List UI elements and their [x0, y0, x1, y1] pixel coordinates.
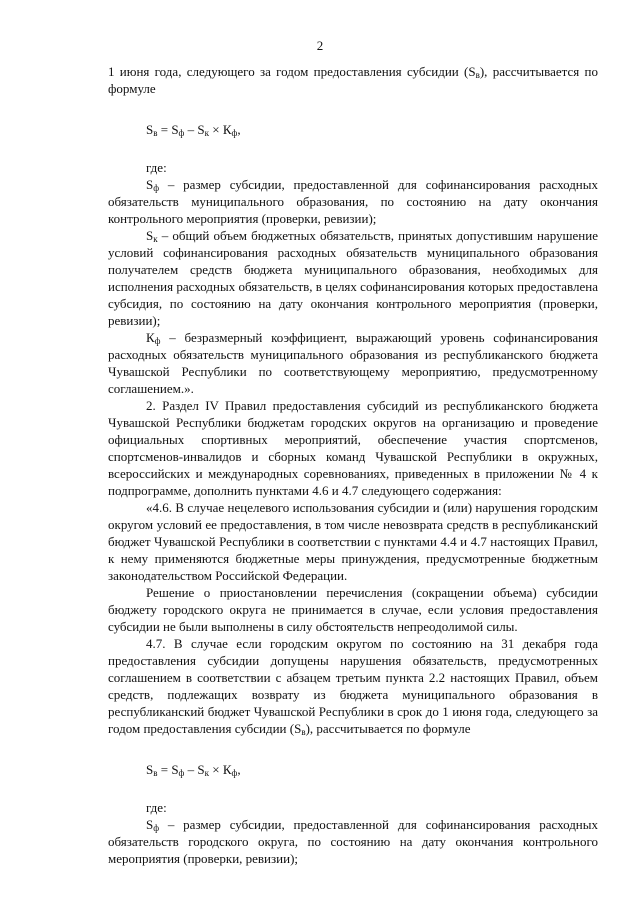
paragraph-section-iv: 2. Раздел IV Правил предоставления субсидий из республиканского бюджета Чувашской Республики бюджетам городских округов на организацию и проведение официальных спортивных мероприятий, обеспечение участия спортсменов, спортсменов-инвалидов и сборных команд Чувашской Республики в окружных, всероссийских и международных соревнованиях, приведенных в приложении № 4 к подпрограмме, дополнить пунктами 4.6 и 4.7 следующего содержания: — [108, 398, 598, 498]
where-label-1: где: — [146, 160, 167, 175]
paragraph-4-7: 4.7. В случае если городским округом по состоянию на 31 декабря года предоставления субсидии допущены нарушения обязательств, предусмотренных соглашением в соответствии с абзацем третьим пункта 2.2 настоящих Правил, объем средств, подлежащих возврату из бюджета муниципального образования в республиканский бюджет Чувашской Республики в срок до 1 июня года, следующего за годом предоставления субсидии $(S_в)$, рассчитывается по формуле — [108, 636, 598, 737]
paragraph-suspension: Решение о приостановлении перечисления (сокращении объема) субсидии бюджету городского округа не принимается в случае, если условия предоставления субсидии не были выполнены в силу обстоятельств непреодолимой силы. — [108, 585, 598, 634]
paragraph-continuation: 1 июня года, следующего за годом предоставления субсидии $(S_в)$, рассчитывается по формуле — [108, 64, 599, 96]
formula-refund-1: $S_в = S_ф - S_к \times К_ф$, — [146, 122, 241, 138]
definition-kf: $К_ф$ – безразмерный коэффициент, выражающий уровень софинансирования расходных обязательств муниципального образования из республиканского бюджета Чувашской Республики по соответствующему мероприятию, предусмотренному соглашением.». — [108, 330, 598, 396]
definition-sk: $S_к$ – общий объем бюджетных обязательств, принятых допустившим нарушение условий софинансирования расходных обязательств муниципального образования получателем средств бюджета муниципального образования, необходимых для исполнения расходных обязательств, в целях софинансирования которых предоставлена субсидия, по состоянию на дату окончания контрольного мероприятия (проверки, ревизии); — [108, 228, 598, 328]
formula-refund-2: $S_в = S_ф - S_к \times К_ф$, — [146, 762, 241, 778]
definition-sf-2: $S_ф$ – размер субсидии, предоставленной для софинансирования расходных обязательств городского округа, по состоянию на дату окончания контрольного мероприятия (проверки, ревизии); — [108, 817, 598, 866]
page-number: 2 — [316, 38, 324, 53]
document-body — [108, 63, 598, 867]
definition-sf-1: $S_ф$ – размер субсидии, предоставленной для софинансирования расходных обязательств муниципального образования, по состоянию на дату окончания контрольного мероприятия (проверки, ревизии); — [108, 177, 598, 226]
paragraph-4-6: «4.6. В случае нецелевого использования субсидии и (или) нарушения городским округом условий ее предоставления, в том числе невозврата средств в республиканский бюджет Чувашской Республики в соответствии с пунктами 4.4 и 4.7 настоящих Правил, к нему применяются бюджетные меры принуждения, предусмотренные бюджетным законодательством Российской Федерации. — [108, 500, 598, 583]
where-label-2: где: — [146, 800, 167, 815]
